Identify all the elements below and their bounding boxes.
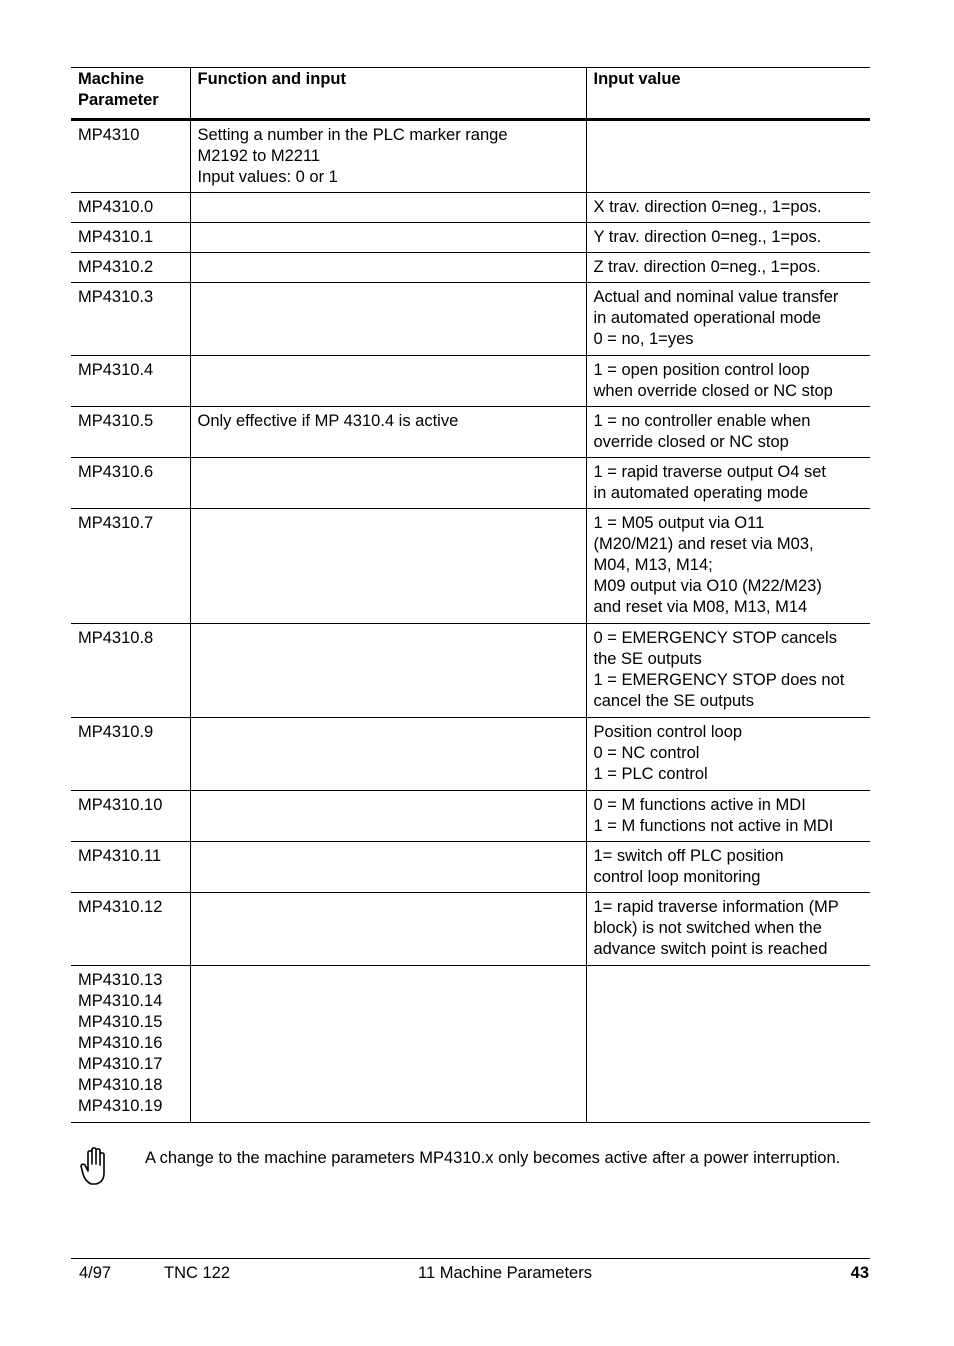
param-cell: MP4310.0 xyxy=(71,193,190,223)
function-cell xyxy=(190,842,586,893)
footer-product: TNC 122 xyxy=(164,1264,231,1282)
table-row xyxy=(71,120,870,193)
function-cell xyxy=(190,791,586,842)
machine-parameters-table xyxy=(71,67,870,1123)
value-cell xyxy=(586,120,870,193)
value-cell: 1 = rapid traverse output O4 set in automated operating mode xyxy=(586,458,870,509)
param-cell: MP4310.9 xyxy=(71,718,190,791)
param-cell: MP4310.12 xyxy=(71,893,190,966)
param-cell: MP4310.2 xyxy=(71,253,190,283)
value-cell: X trav. direction 0=neg., 1=pos. xyxy=(586,193,870,223)
footer-page-number: 43 xyxy=(850,1264,869,1282)
param-cell: MP4310.11 xyxy=(71,842,190,893)
value-cell xyxy=(586,966,870,1123)
value-cell: Z trav. direction 0=neg., 1=pos. xyxy=(586,253,870,283)
table-row xyxy=(71,356,870,407)
table-row xyxy=(71,893,870,966)
function-cell xyxy=(190,718,586,791)
hand-icon xyxy=(79,1146,109,1186)
footer-date: 4/97 xyxy=(79,1264,112,1282)
param-cell: MP4310.10 xyxy=(71,791,190,842)
param-cell: MP4310.13 MP4310.14 MP4310.15 MP4310.16 MP4310.17 MP4310.18 MP4310.19 xyxy=(71,966,190,1123)
function-cell xyxy=(190,356,586,407)
function-cell xyxy=(190,193,586,223)
table-row xyxy=(71,718,870,791)
header-input-value: Input value xyxy=(586,68,870,120)
param-cell: MP4310.3 xyxy=(71,283,190,356)
param-cell: MP4310.6 xyxy=(71,458,190,509)
value-cell: 0 = M functions active in MDI 1 = M functions not active in MDI xyxy=(586,791,870,842)
function-cell: Setting a number in the PLC marker range M2192 to M2211 Input values: 0 or 1 xyxy=(190,120,586,193)
value-cell: 1 = open position control loop when override closed or NC stop xyxy=(586,356,870,407)
function-cell xyxy=(190,253,586,283)
value-cell: 1 = no controller enable when override closed or NC stop xyxy=(586,407,870,458)
function-cell xyxy=(190,509,586,624)
param-cell: MP4310.5 xyxy=(71,407,190,458)
value-cell: Position control loop 0 = NC control 1 = PLC control xyxy=(586,718,870,791)
table-row xyxy=(71,223,870,253)
table-row xyxy=(71,509,870,624)
param-cell: MP4310.1 xyxy=(71,223,190,253)
value-cell: 1= switch off PLC position control loop monitoring xyxy=(586,842,870,893)
value-cell: Actual and nominal value transfer in automated operational mode 0 = no, 1=yes xyxy=(586,283,870,356)
table-row xyxy=(71,253,870,283)
note-text: A change to the machine parameters MP4310.x only becomes active after a power interruption. xyxy=(145,1149,841,1167)
function-cell xyxy=(190,283,586,356)
function-cell xyxy=(190,223,586,253)
table-row xyxy=(71,624,870,718)
function-cell xyxy=(190,458,586,509)
table-row xyxy=(71,842,870,893)
header-machine-parameter: Machine Parameter xyxy=(71,68,190,120)
value-cell: 1= rapid traverse information (MP block) is not switched when the advance switch point is reached xyxy=(586,893,870,966)
function-cell: Only effective if MP 4310.4 is active xyxy=(190,407,586,458)
footer-chapter: 11 Machine Parameters xyxy=(418,1264,592,1282)
value-cell: 0 = EMERGENCY STOP cancels the SE outputs 1 = EMERGENCY STOP does not cancel the SE outputs xyxy=(586,624,870,718)
value-cell: 1 = M05 output via O11 (M20/M21) and reset via M03, M04, M13, M14; M09 output via O10 (M22/M23) and reset via M08, M13, M14 xyxy=(586,509,870,624)
page-footer xyxy=(71,1258,870,1289)
table-row xyxy=(71,407,870,458)
param-cell: MP4310.4 xyxy=(71,356,190,407)
value-cell: Y trav. direction 0=neg., 1=pos. xyxy=(586,223,870,253)
table-row xyxy=(71,966,870,1123)
table-header-row xyxy=(71,68,870,120)
table-row xyxy=(71,283,870,356)
function-cell xyxy=(190,966,586,1123)
header-function-and-input: Function and input xyxy=(190,68,586,120)
table-body xyxy=(71,120,870,1123)
param-cell: MP4310.8 xyxy=(71,624,190,718)
function-cell xyxy=(190,624,586,718)
param-cell: MP4310 xyxy=(71,120,190,193)
table-row xyxy=(71,193,870,223)
table-row xyxy=(71,791,870,842)
function-cell xyxy=(190,893,586,966)
table-row xyxy=(71,458,870,509)
param-cell: MP4310.7 xyxy=(71,509,190,624)
